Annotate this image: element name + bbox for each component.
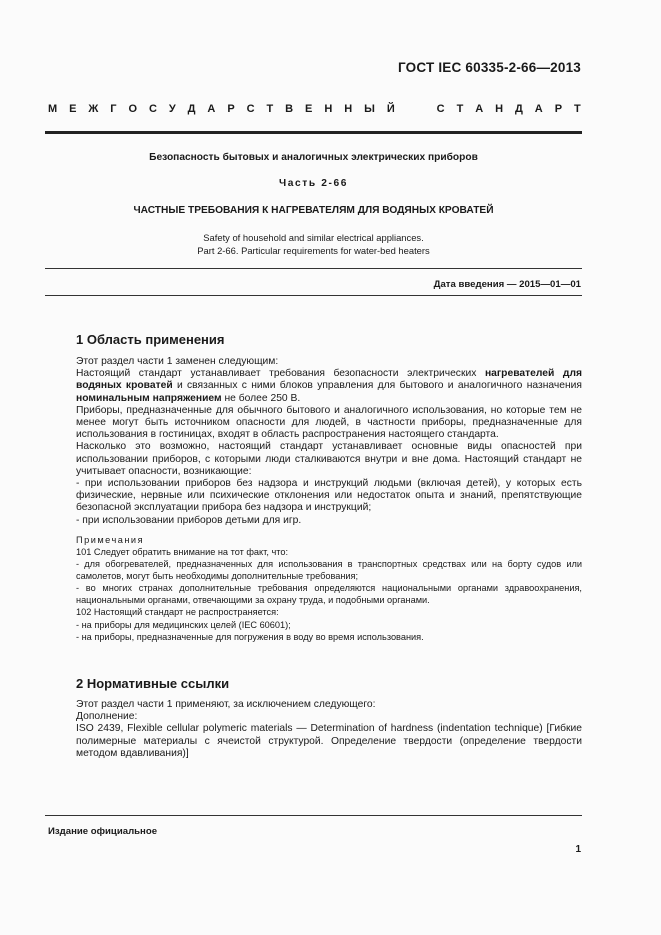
banner-letter: Й	[386, 103, 395, 115]
section-2-para-1: Этот раздел части 1 применяют, за исключением следующего:	[76, 699, 376, 710]
section-2-heading: 2 Нормативные ссылки	[76, 676, 230, 691]
footer-rule	[45, 815, 582, 816]
official-edition-label: Издание официальное	[48, 826, 158, 837]
banner-letter: Н	[344, 103, 353, 115]
part-label: Часть 2-66	[279, 178, 348, 189]
section-1-para-2: Настоящий стандарт устанавливает требования безопасности электрических нагревателей для водяных кроватей и связанных с ними блоков управления для бытового и аналогичного назначения номинальным напряжением не более 250 В.	[76, 368, 582, 404]
banner-letter: Н	[495, 103, 504, 115]
banner-letter: Ж	[88, 103, 99, 115]
banner-letter: Е	[69, 103, 77, 115]
banner-letter: А	[475, 103, 484, 115]
note-102-bullet-2: - на приборы, предназначенные для погружения в воду во время использования.	[76, 631, 424, 642]
banner-letter: Т	[573, 103, 581, 115]
section-2-body	[76, 699, 582, 760]
section-1-para-1: Этот раздел части 1 заменен следующим:	[76, 356, 279, 367]
banner-letter: Е	[305, 103, 313, 115]
banner-letter: Д	[515, 103, 523, 115]
banner-letter: С	[148, 103, 157, 115]
english-title-line-1: Safety of household and similar electrical appliances.	[203, 232, 424, 243]
banner-letter: А	[534, 103, 543, 115]
banner-letter: Т	[456, 103, 464, 115]
notes-heading: Примечания	[76, 534, 145, 545]
document-title: Безопасность бытовых и аналогичных электрических приборов	[149, 152, 478, 163]
banner-letter: Н	[324, 103, 333, 115]
banner-letter	[422, 103, 425, 115]
introduction-date: Дата введения — 2015—01—01	[433, 279, 581, 290]
banner-letter: В	[285, 103, 294, 115]
note-102-bullet-1: - на приборы для медицинских целей (IEC 60601);	[76, 619, 291, 630]
banner-letter	[407, 103, 410, 115]
note-101: 101 Следует обратить внимание на тот факт, что:	[76, 546, 289, 557]
page-number: 1	[575, 844, 581, 855]
banner-letter: М	[48, 103, 58, 115]
section-2-para-2: Дополнение:	[76, 711, 138, 723]
banner-letter: Г	[110, 103, 117, 115]
term-rated-voltage: номинальным напряжением	[76, 392, 222, 404]
document-subtitle: ЧАСТНЫЕ ТРЕБОВАНИЯ К НАГРЕВАТЕЛЯМ ДЛЯ ВОДЯНЫХ КРОВАТЕЙ	[133, 205, 494, 216]
note-101-bullet-1: - для обогревателей, предназначенных для использования в транспортных средствах или на борту судов или самолетов, могут быть необходимы дополнительные требования;	[76, 559, 582, 582]
banner-letter: Ы	[364, 103, 375, 115]
note-101-bullet-2: - во многих странах дополнительные требования определяются национальными органами здравоохранения, национальными органами, отвечающими за охрану труда, и подобными органами.	[76, 583, 582, 606]
banner-letter: Д	[187, 103, 196, 115]
section-1-para-3: Приборы, предназначенные для обычного бытового и аналогичного использования, но которые тем не менее могут быть источником опасности для людей, в частности приборы, предназначенные для использования в гостиницах, входят в область распространения настоящего стандарта.	[76, 404, 582, 441]
banner-letter: Р	[554, 103, 563, 115]
date-rule	[45, 295, 582, 296]
section-1-bullet-1: - при использовании приборов без надзора и инструкций людьми (включая детей), у которых есть физические, нервные или психические отклонения или недостаток опыта и знаний, препятствующие безопасной эксплуатации прибора без надзора и инструкций;	[76, 478, 582, 514]
banner-letter: Т	[266, 103, 274, 115]
section-1-body	[76, 356, 582, 643]
english-title	[45, 231, 582, 257]
section-2-para-3: ISO 2439, Flexible cellular polymeric materials — Determination of hardness (indentation technique) [Гибкие полимерные материалы с ячеистой структурой. Определение твердости (определение твердости методом вдавливания)]	[76, 723, 582, 759]
english-title-line-2: Part 2-66. Particular requirements for water-bed heaters	[197, 245, 430, 256]
title-rule	[45, 268, 582, 269]
banner-letter: С	[436, 103, 445, 115]
section-1-para-4: Насколько это возможно, настоящий стандарт устанавливает основные виды опасностей при использовании приборов, с которыми люди сталкиваются внутри и вне дома. Настоящий стандарт не учитывает опасности, возникающие:	[76, 441, 582, 477]
banner-letter: А	[207, 103, 216, 115]
banner-letter: С	[246, 103, 255, 115]
note-102: 102 Настоящий стандарт не распространяется:	[76, 607, 279, 618]
section-1-heading: 1 Область применения	[76, 332, 225, 347]
banner-letter: У	[168, 103, 176, 115]
standard-designation: ГОСТ IEC 60335-2-66—2013	[397, 60, 581, 75]
header-rule	[45, 131, 582, 134]
interstate-standard-banner	[48, 103, 581, 115]
section-1-bullet-2: - при использовании приборов детьми для игр.	[76, 514, 302, 526]
banner-letter: О	[128, 103, 138, 115]
term-water-bed-heaters: нагревателей для водяных кроватей	[76, 368, 582, 392]
banner-letter: Р	[227, 103, 235, 115]
